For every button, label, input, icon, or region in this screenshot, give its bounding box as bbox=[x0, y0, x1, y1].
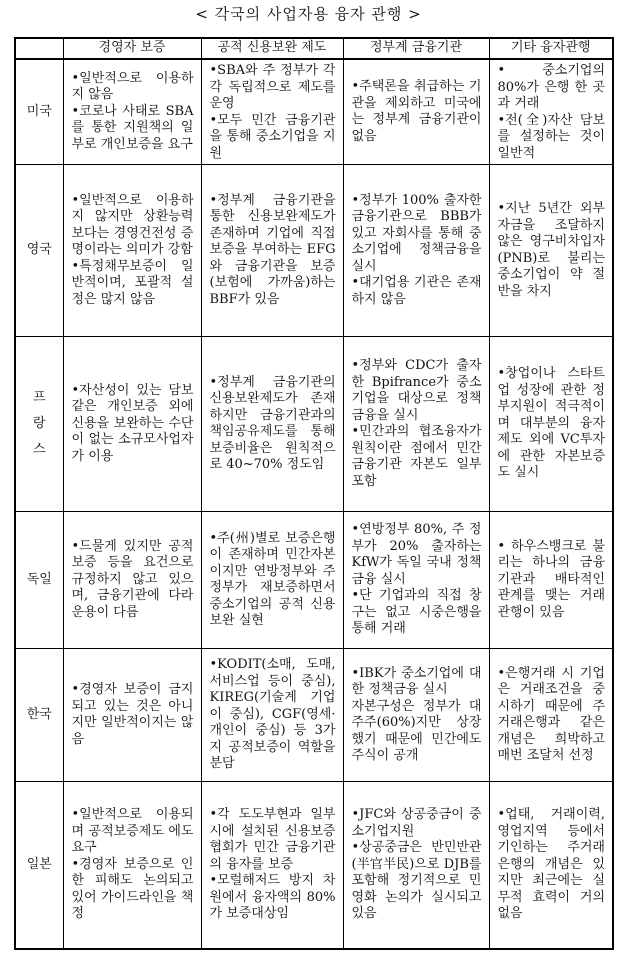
country-name: 미국 bbox=[26, 103, 52, 119]
other-practice-cell bbox=[489, 165, 613, 337]
bullet-item: •업태, 거래이력, 영업지역 등에서 기인하는 주거래 은행의 개념은 있지만 최근에는 실무적 효력이 거의 없음 bbox=[497, 807, 605, 921]
manager-guarantee-cell bbox=[63, 782, 201, 949]
table-title: < 각국의 사업자용 융자 관행 > bbox=[195, 5, 422, 23]
gov-institution-cell bbox=[343, 337, 489, 512]
bullet-item: •은행거래 시 기업은 거래조건을 중시하기 때문에 주거래은행과 같은 개념은 희박하고 매번 조달처 선정 bbox=[497, 665, 605, 763]
paragraph-item: 자본구성은 정부가 대주주(60%)지만 상장했기 때문에 민간에도 주식이 공개 bbox=[351, 698, 482, 763]
gov-institution-cell bbox=[343, 165, 489, 337]
bullet-item: •단 기업과의 직접 창구는 없고 시중은행을 통해 거래 bbox=[351, 588, 482, 637]
other-practice-cell bbox=[489, 337, 613, 512]
bullet-item: •각 도도부현과 일부 시에 설치된 신용보증협회가 민간 금융기관의 융자를 보증 bbox=[209, 807, 336, 872]
other-practice-cell bbox=[489, 59, 613, 165]
bullet-item: •정부와 CDC가 출자한 Bpifrance가 중소기업을 대상으로 정책금융을 실시 bbox=[351, 358, 482, 423]
country-cell bbox=[15, 782, 63, 949]
bullet-item: •상공중금은 반민반관(半官半民)으로 DJB를 포함해 정기적으로 민영화 논의가 실시되고 있음 bbox=[351, 840, 482, 921]
table-row bbox=[15, 59, 613, 165]
bullet-item: •대기업용 기관은 존재하지 않음 bbox=[351, 275, 482, 307]
bullet-item: • 중소기업의 80%가 은행 한 곳과 거래 bbox=[497, 63, 605, 111]
bullet-item: •정부계 금융기관의 신용보완제도가 존재하지만 금융기관과의 책임공유제도를 통해 보증비율은 원칙적으로 40~70% 정도임 bbox=[209, 374, 336, 472]
other-practice-cell bbox=[489, 512, 613, 649]
country-name: 한국 bbox=[26, 706, 52, 722]
manager-guarantee-cell bbox=[63, 512, 201, 649]
header-row bbox=[15, 38, 613, 59]
header-country bbox=[15, 38, 63, 59]
bullet-item: •모럴해저드 방지 차원에서 융자액의 80%가 보증대상임 bbox=[209, 873, 336, 921]
bullet-item: •경영자 보증이 금지되고 있는 것은 아니지만 일반적이지는 않음 bbox=[71, 682, 194, 747]
bullet-item: •특정채무보증이 일반적이며, 포괄적 설정은 많지 않음 bbox=[71, 258, 194, 307]
other-practice-cell bbox=[489, 649, 613, 782]
bullet-item: •전(全)자산 담보를 설정하는 것이 일반적 bbox=[497, 112, 605, 161]
bullet-item: • 하우스뱅크로 불리는 하나의 금융기관과 배타적인 관계를 맺는 거래관행이 있음 bbox=[497, 538, 605, 620]
bullet-item: •KODIT(소매, 도매, 서비스업 등이 중심), KIREG(기술계 기업이 중심), CGF(영세·개인이 중심) 등 3가지 공적보증이 역할을 분담 bbox=[209, 657, 336, 772]
manager-guarantee-cell bbox=[63, 649, 201, 782]
country-cell bbox=[15, 165, 63, 337]
gov-institution-cell bbox=[343, 512, 489, 649]
gov-institution-cell bbox=[343, 59, 489, 165]
bullet-item: •일반적으로 이용되며 공적보증제도 에도 요구 bbox=[71, 807, 194, 855]
public-credit-cell bbox=[201, 782, 343, 949]
table-row bbox=[15, 649, 613, 782]
public-credit-cell bbox=[201, 512, 343, 649]
bullet-item: •모두 민간 금융기관을 통해 중소기업을 지원 bbox=[209, 112, 336, 161]
bullet-item: •IBK가 중소기업에 대한 정책금융 실시 bbox=[351, 665, 482, 697]
header-public-credit: 공적 신용보완 제도 bbox=[201, 38, 343, 59]
public-credit-cell bbox=[201, 649, 343, 782]
bullet-item: •창업이나 스타트업 성장에 관한 정부지원이 적극적이며 대부분의 융자제도 외에 VC투자에 관한 자본보증도 실시 bbox=[497, 366, 605, 481]
country-cell bbox=[15, 337, 63, 512]
country-name: 프랑스 bbox=[32, 390, 46, 457]
bullet-item: •주택론을 취급하는 기관을 제외하고 미국에는 정부계 금융기관이 없음 bbox=[351, 79, 482, 144]
public-credit-cell bbox=[201, 165, 343, 337]
country-cell bbox=[15, 649, 63, 782]
bullet-item: •정부가 100% 출자한 금융기관으로 BBB가 있고 자회사를 통해 중소기업에 정책금융을 실시 bbox=[351, 192, 482, 274]
bullet-item: •정부계 금융기관을 통한 신용보완제도가 존재하며 기업에 직접보증을 부여하는 EFG와 금융기관을 보증(보험에 가까움)하는 BBF가 있음 bbox=[209, 192, 336, 307]
table-row bbox=[15, 782, 613, 949]
bullet-item: •JFC와 상공중금이 중소기업지원 bbox=[351, 807, 482, 839]
header-gov-institution: 정부계 금융기관 bbox=[343, 38, 489, 59]
public-credit-cell bbox=[201, 337, 343, 512]
other-practice-cell bbox=[489, 782, 613, 949]
header-other-practice: 기타 융자관행 bbox=[489, 38, 613, 59]
bullet-item: •코로나 사태로 SBA를 통한 지원책의 일부로 개인보증을 요구 bbox=[71, 103, 194, 152]
bullet-item: •민간과의 협조융자가 원칙이란 점에서 민간금융기관 자본도 일부 포함 bbox=[351, 424, 482, 489]
country-cell bbox=[15, 59, 63, 165]
table-row bbox=[15, 337, 613, 512]
gov-institution-cell bbox=[343, 782, 489, 949]
country-cell bbox=[15, 512, 63, 649]
table-row bbox=[15, 512, 613, 649]
bullet-item: •연방정부 80%, 주 정부가 20% 출자하는 KfW가 독일 국내 정책금융 실시 bbox=[351, 522, 482, 587]
country-name: 영국 bbox=[26, 242, 52, 258]
bullet-item: •드물게 있지만 공적보증 등을 요건으로 규정하지 않고 있으며, 금융기관에 다라 운용이 다름 bbox=[71, 538, 194, 620]
bullet-item: •경영자 보증으로 인한 피해도 논의되고 있어 가이드라인을 책정 bbox=[71, 856, 194, 921]
bullet-item: •일반적으로 이용하지 않지만 상환능력 보다는 경영건전성 증명이라는 의미가 강함 bbox=[71, 192, 194, 258]
bullet-item: •주(州)별로 보증은행이 존재하며 민간자본이지만 연방정부와 주 정부가 재보증하면서 중소기업의 공적 신용보완 실현 bbox=[209, 530, 336, 628]
manager-guarantee-cell bbox=[63, 59, 201, 165]
country-name: 일본 bbox=[26, 856, 52, 872]
header-manager-guarantee: 경영자 보증 bbox=[63, 38, 201, 59]
table-row bbox=[15, 165, 613, 337]
public-credit-cell bbox=[201, 59, 343, 165]
bullet-item: •SBA와 주 정부가 각각 독립적으로 제도를 운영 bbox=[209, 63, 336, 111]
gov-institution-cell bbox=[343, 649, 489, 782]
financing-practice-table bbox=[14, 37, 614, 950]
manager-guarantee-cell bbox=[63, 165, 201, 337]
manager-guarantee-cell bbox=[63, 337, 201, 512]
bullet-item: •일반적으로 이용하지 않음 bbox=[71, 70, 194, 103]
country-name: 독일 bbox=[26, 571, 52, 587]
bullet-item: •지난 5년간 외부자금을 조달하지 않은 영구비차입자(PNB)로 불리는 중소기업이 약 절반을 차지 bbox=[497, 201, 605, 299]
bullet-item: •자산성이 있는 담보 같은 개인보증 외에 신용을 보완하는 수단이 없는 소규모사업자가 이용 bbox=[71, 382, 194, 464]
